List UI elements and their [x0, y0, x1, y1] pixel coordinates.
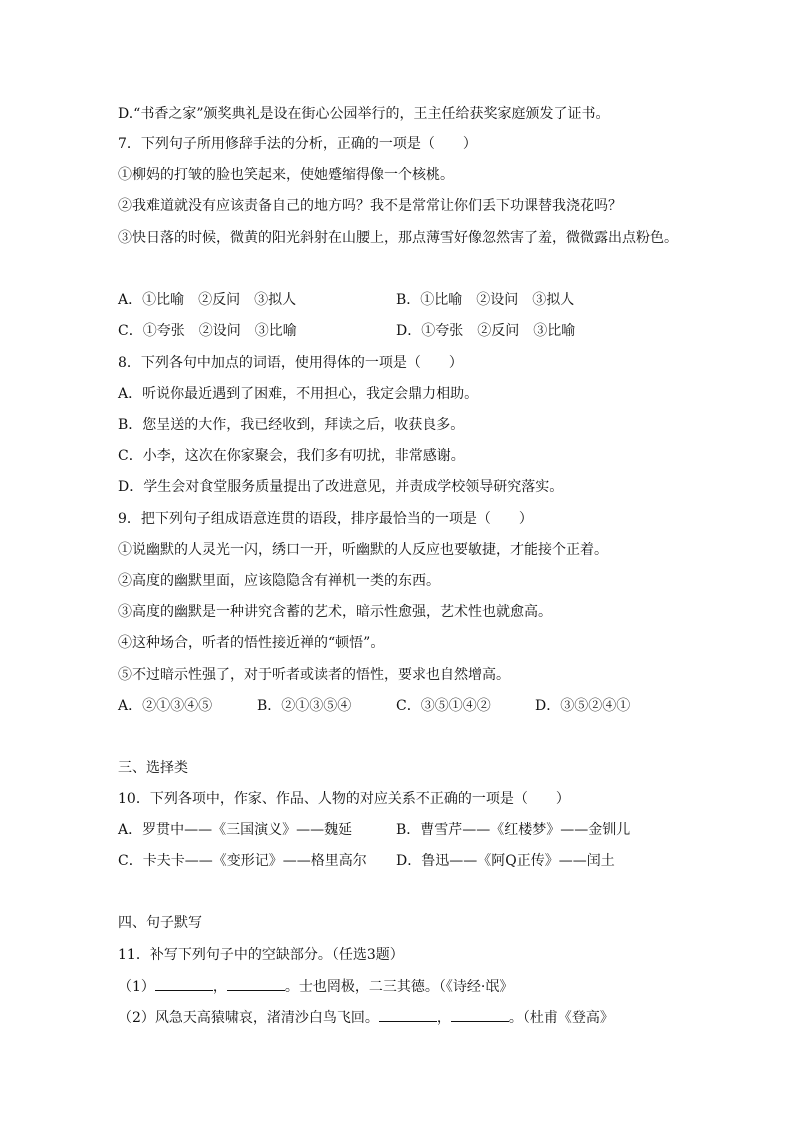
- section-4-heading: 四、句子默写: [118, 915, 202, 931]
- q7-option-b: B．①比喻 ②设问 ③拟人: [396, 292, 575, 308]
- fill-blank[interactable]: [379, 1007, 437, 1022]
- q10-option-b: B．曹雪芹——《红楼梦》——金钏儿: [396, 822, 631, 838]
- blank-separator: ，: [436, 1010, 451, 1026]
- q10-option-d: D．鲁迅——《阿Q正传》——闰土: [396, 853, 615, 869]
- q9-option-a: A．②①③④⑤: [118, 698, 213, 714]
- q11-part-1-number: （1）: [118, 979, 155, 995]
- q11-part-2-text: （2）风急天高猿啸哀，渚清沙白鸟飞回。: [118, 1010, 379, 1026]
- q8-option-a: A．听说你最近遇到了困难，不用担心，我定会鼎力相助。: [118, 386, 479, 402]
- q9-sentence-3: ③高度的幽默是一种讲究含蓄的艺术，暗示性愈强，艺术性也就愈高。: [118, 604, 552, 620]
- q7-sentence-1: ①柳妈的打皱的脸也笑起来，使她蹙缩得像一个核桃。: [118, 167, 454, 183]
- q7-option-c: C．①夸张 ②设问 ③比喻: [118, 323, 297, 339]
- q10-option-a: A．罗贯中——《三国演义》——魏延: [118, 822, 353, 838]
- q9-option-b: B．②①③⑤④: [257, 698, 352, 714]
- q9-option-c: C．③⑤①④②: [396, 698, 491, 714]
- q8-stem: 8．下列各句中加点的词语，使用得体的一项是（ ）: [118, 355, 463, 371]
- q11-part-1-text: 。士也罔极，二三其德。（《诗经·氓》: [284, 979, 514, 995]
- q9-sentence-1: ①说幽默的人灵光一闪，绣口一开，听幽默的人反应也要敏捷，才能接个正着。: [118, 542, 608, 558]
- q11-part-2-source: 。（杜甫《登高》: [508, 1010, 614, 1026]
- q7-option-d: D．①夸张 ②反问 ③比喻: [396, 323, 576, 339]
- q11-part-1: [118, 976, 513, 997]
- q9-option-d: D．③⑤②④①: [535, 698, 631, 714]
- q8-option-c: C．小李，这次在你家聚会，我们多有叨扰，非常感谢。: [118, 448, 465, 464]
- q11-stem: 11．补写下列句子中的空缺部分。（任选3题）: [118, 947, 404, 963]
- q10-stem: 10．下列各项中，作家、作品、人物的对应关系不正确的一项是（ ）: [118, 791, 570, 807]
- fill-blank[interactable]: [155, 976, 213, 991]
- section-3-heading: 三、选择类: [118, 760, 188, 776]
- q9-sentence-4: ④这种场合，听者的悟性接近禅的“顿悟”。: [118, 635, 385, 651]
- q9-sentence-2: ②高度的幽默里面，应该隐隐含有禅机一类的东西。: [118, 573, 440, 589]
- q10-option-c: C．卡夫卡——《变形记》——格里高尔: [118, 853, 367, 869]
- q8-option-d: D．学生会对食堂服务质量提出了改进意见，并责成学校领导研究落实。: [118, 479, 564, 495]
- q7-stem: 7．下列句子所用修辞手法的分析，正确的一项是（ ）: [118, 136, 477, 152]
- q9-sentence-5: ⑤不过暗示性强了，对于听者或读者的悟性，要求也自然增高。: [118, 667, 510, 683]
- q11-part-2: [118, 1007, 614, 1028]
- q6-option-d: D.“书香之家”颁奖典礼是设在街心公园举行的，王主任给获奖家庭颁发了证书。: [118, 106, 610, 122]
- fill-blank[interactable]: [451, 1007, 509, 1022]
- q7-sentence-3: ③快日落的时候，微黄的阳光斜射在山腰上，那点薄雪好像忽然害了羞，微微露出点粉色。: [118, 230, 678, 246]
- q8-option-b: B．您呈送的大作，我已经收到，拜读之后，收获良多。: [118, 417, 465, 433]
- q7-sentence-2: ②我难道就没有应该责备自己的地方吗？我不是常常让你们丢下功课替我浇花吗？: [118, 198, 622, 214]
- q7-option-a: A．①比喻 ②反问 ③拟人: [118, 292, 297, 308]
- blank-separator: ，: [212, 979, 227, 995]
- fill-blank[interactable]: [227, 976, 285, 991]
- q9-stem: 9．把下列句子组成语意连贯的语段，排序最恰当的一项是（ ）: [118, 511, 533, 527]
